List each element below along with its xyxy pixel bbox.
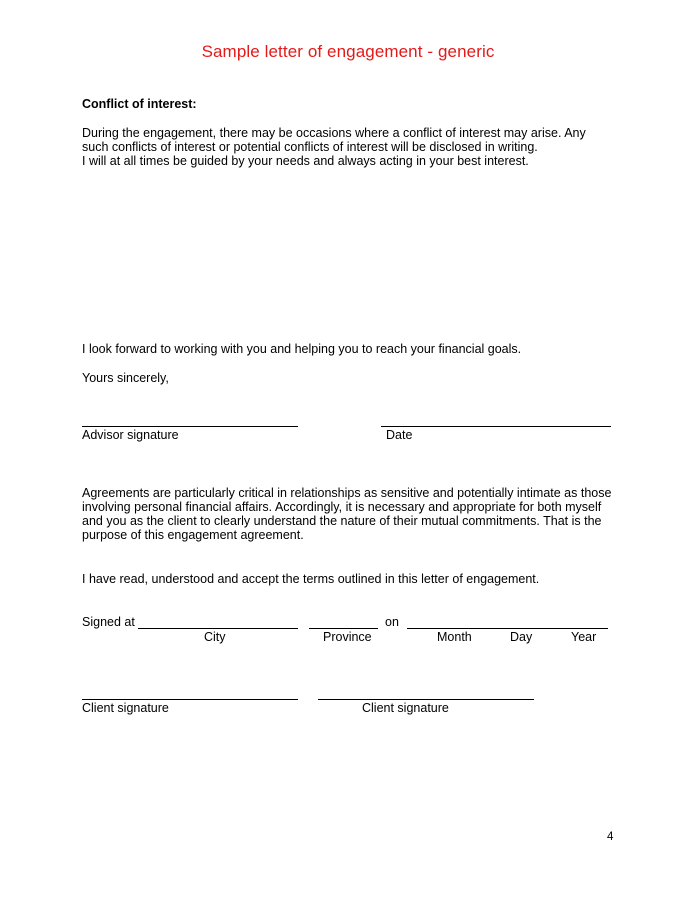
conflict-heading: Conflict of interest:	[82, 97, 197, 111]
client-signature-line-1[interactable]	[82, 699, 298, 700]
city-label: City	[204, 630, 226, 644]
yours-sincerely: Yours sincerely,	[82, 371, 169, 385]
signed-at-label: Signed at	[82, 615, 135, 629]
look-forward-text: I look forward to working with you and helping you to reach your financial goals.	[82, 342, 522, 356]
agreement-line-3: and you as the client to clearly understand the nature of their mutual commitments. That is the	[82, 514, 602, 528]
year-label: Year	[571, 630, 597, 644]
advisor-signature-label: Advisor signature	[82, 428, 179, 442]
city-line[interactable]	[138, 628, 298, 629]
page-number: 4	[607, 831, 614, 843]
day-label: Day	[510, 630, 533, 644]
on-label: on	[385, 615, 399, 629]
document-title: Sample letter of engagement - generic	[201, 42, 495, 61]
month-label: Month	[437, 630, 472, 644]
date-line[interactable]	[381, 426, 611, 427]
client-signature-label-1: Client signature	[82, 701, 169, 715]
agreement-line-1: Agreements are particularly critical in relationships as sensitive and potentially intimate as those	[82, 486, 612, 500]
agreement-line-4: purpose of this engagement agreement.	[82, 528, 304, 542]
agreement-line-2: involving personal financial affairs. Accordingly, it is necessary and appropriate for both myself	[82, 500, 602, 514]
date-label: Date	[386, 428, 413, 442]
client-signature-line-2[interactable]	[318, 699, 534, 700]
conflict-line-2: such conflicts of interest or potential conflicts of interest will be disclosed in writing.	[82, 140, 538, 154]
client-signature-label-2: Client signature	[362, 701, 449, 715]
province-label: Province	[323, 630, 372, 644]
conflict-line-1: During the engagement, there may be occasions where a conflict of interest may arise. Any	[82, 126, 586, 140]
province-line[interactable]	[309, 628, 378, 629]
conflict-line-3: I will at all times be guided by your needs and always acting in your best interest.	[82, 154, 529, 168]
accept-text: I have read, understood and accept the terms outlined in this letter of engagement.	[82, 572, 540, 586]
advisor-signature-line[interactable]	[82, 426, 298, 427]
date-of-signing-line[interactable]	[407, 628, 608, 629]
